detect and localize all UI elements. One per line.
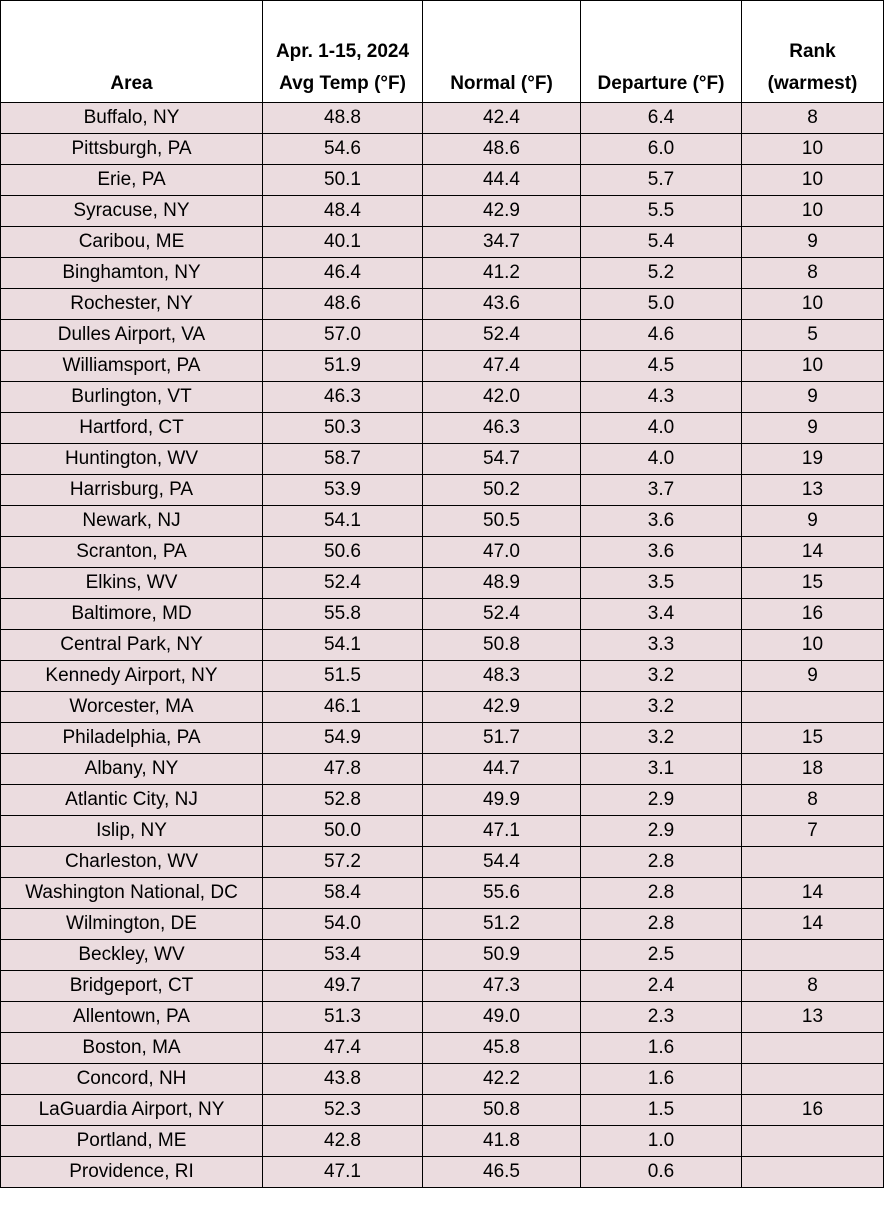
cell-rank: 10 bbox=[742, 630, 884, 661]
cell-departure: 2.5 bbox=[581, 940, 742, 971]
cell-rank bbox=[742, 847, 884, 878]
cell-rank: 8 bbox=[742, 258, 884, 289]
header-area: Area bbox=[1, 1, 263, 103]
cell-rank: 10 bbox=[742, 196, 884, 227]
cell-normal: 50.9 bbox=[423, 940, 581, 971]
cell-normal: 55.6 bbox=[423, 878, 581, 909]
cell-avg: 47.4 bbox=[263, 1033, 423, 1064]
table-body bbox=[1, 103, 884, 1188]
cell-rank: 14 bbox=[742, 878, 884, 909]
cell-area: Central Park, NY bbox=[1, 630, 263, 661]
table-row bbox=[1, 134, 884, 165]
cell-rank: 5 bbox=[742, 320, 884, 351]
table-row bbox=[1, 630, 884, 661]
cell-departure: 3.6 bbox=[581, 506, 742, 537]
cell-normal: 47.0 bbox=[423, 537, 581, 568]
cell-avg: 48.6 bbox=[263, 289, 423, 320]
cell-avg: 46.3 bbox=[263, 382, 423, 413]
cell-normal: 46.3 bbox=[423, 413, 581, 444]
table-row bbox=[1, 816, 884, 847]
table-row bbox=[1, 103, 884, 134]
cell-area: Burlington, VT bbox=[1, 382, 263, 413]
cell-departure: 2.8 bbox=[581, 847, 742, 878]
cell-area: Islip, NY bbox=[1, 816, 263, 847]
table-row bbox=[1, 165, 884, 196]
cell-normal: 42.0 bbox=[423, 382, 581, 413]
cell-normal: 46.5 bbox=[423, 1157, 581, 1188]
cell-departure: 5.5 bbox=[581, 196, 742, 227]
table-row bbox=[1, 971, 884, 1002]
table-row bbox=[1, 754, 884, 785]
cell-normal: 50.8 bbox=[423, 1095, 581, 1126]
cell-avg: 51.9 bbox=[263, 351, 423, 382]
cell-avg: 46.1 bbox=[263, 692, 423, 723]
header-rank-line-1: Rank bbox=[789, 41, 836, 62]
cell-rank: 9 bbox=[742, 227, 884, 258]
cell-rank: 15 bbox=[742, 723, 884, 754]
cell-area: Kennedy Airport, NY bbox=[1, 661, 263, 692]
cell-normal: 41.8 bbox=[423, 1126, 581, 1157]
cell-area: Erie, PA bbox=[1, 165, 263, 196]
cell-normal: 48.9 bbox=[423, 568, 581, 599]
cell-normal: 52.4 bbox=[423, 599, 581, 630]
cell-departure: 2.4 bbox=[581, 971, 742, 1002]
cell-area: LaGuardia Airport, NY bbox=[1, 1095, 263, 1126]
table-row bbox=[1, 599, 884, 630]
cell-normal: 47.1 bbox=[423, 816, 581, 847]
table-row bbox=[1, 320, 884, 351]
cell-departure: 0.6 bbox=[581, 1157, 742, 1188]
cell-normal: 50.8 bbox=[423, 630, 581, 661]
table-row bbox=[1, 289, 884, 320]
cell-area: Baltimore, MD bbox=[1, 599, 263, 630]
cell-normal: 44.4 bbox=[423, 165, 581, 196]
cell-rank: 14 bbox=[742, 537, 884, 568]
cell-rank bbox=[742, 940, 884, 971]
cell-normal: 48.3 bbox=[423, 661, 581, 692]
cell-departure: 6.0 bbox=[581, 134, 742, 165]
cell-normal: 47.3 bbox=[423, 971, 581, 1002]
cell-normal: 50.2 bbox=[423, 475, 581, 506]
table-row bbox=[1, 723, 884, 754]
cell-departure: 4.0 bbox=[581, 413, 742, 444]
cell-area: Providence, RI bbox=[1, 1157, 263, 1188]
cell-normal: 41.2 bbox=[423, 258, 581, 289]
cell-area: Rochester, NY bbox=[1, 289, 263, 320]
table-row bbox=[1, 382, 884, 413]
cell-area: Atlantic City, NJ bbox=[1, 785, 263, 816]
cell-avg: 50.3 bbox=[263, 413, 423, 444]
cell-departure: 3.4 bbox=[581, 599, 742, 630]
header-avg-temp-line-2: Avg Temp (°F) bbox=[279, 73, 406, 94]
table-row bbox=[1, 506, 884, 537]
cell-rank: 14 bbox=[742, 909, 884, 940]
cell-rank: 9 bbox=[742, 661, 884, 692]
cell-rank: 16 bbox=[742, 599, 884, 630]
cell-rank: 19 bbox=[742, 444, 884, 475]
cell-avg: 57.2 bbox=[263, 847, 423, 878]
cell-departure: 5.4 bbox=[581, 227, 742, 258]
cell-avg: 54.0 bbox=[263, 909, 423, 940]
cell-avg: 51.5 bbox=[263, 661, 423, 692]
table-row bbox=[1, 568, 884, 599]
cell-rank: 9 bbox=[742, 506, 884, 537]
cell-normal: 42.4 bbox=[423, 103, 581, 134]
cell-area: Dulles Airport, VA bbox=[1, 320, 263, 351]
cell-departure: 3.3 bbox=[581, 630, 742, 661]
cell-avg: 54.1 bbox=[263, 506, 423, 537]
cell-departure: 3.2 bbox=[581, 692, 742, 723]
cell-departure: 5.7 bbox=[581, 165, 742, 196]
cell-area: Newark, NJ bbox=[1, 506, 263, 537]
cell-avg: 52.4 bbox=[263, 568, 423, 599]
cell-avg: 49.7 bbox=[263, 971, 423, 1002]
table-row bbox=[1, 785, 884, 816]
cell-normal: 52.4 bbox=[423, 320, 581, 351]
cell-avg: 46.4 bbox=[263, 258, 423, 289]
cell-avg: 50.0 bbox=[263, 816, 423, 847]
cell-area: Huntington, WV bbox=[1, 444, 263, 475]
cell-departure: 2.3 bbox=[581, 1002, 742, 1033]
cell-departure: 1.6 bbox=[581, 1033, 742, 1064]
cell-area: Hartford, CT bbox=[1, 413, 263, 444]
cell-avg: 55.8 bbox=[263, 599, 423, 630]
cell-normal: 43.6 bbox=[423, 289, 581, 320]
cell-departure: 1.5 bbox=[581, 1095, 742, 1126]
table-row bbox=[1, 258, 884, 289]
cell-rank: 13 bbox=[742, 1002, 884, 1033]
cell-avg: 53.9 bbox=[263, 475, 423, 506]
cell-area: Scranton, PA bbox=[1, 537, 263, 568]
cell-departure: 4.3 bbox=[581, 382, 742, 413]
table-row bbox=[1, 227, 884, 258]
cell-area: Allentown, PA bbox=[1, 1002, 263, 1033]
cell-normal: 42.9 bbox=[423, 692, 581, 723]
table-row bbox=[1, 692, 884, 723]
cell-avg: 42.8 bbox=[263, 1126, 423, 1157]
cell-normal: 51.2 bbox=[423, 909, 581, 940]
header-avg-temp bbox=[263, 1, 423, 103]
cell-avg: 50.6 bbox=[263, 537, 423, 568]
cell-area: Binghamton, NY bbox=[1, 258, 263, 289]
cell-normal: 48.6 bbox=[423, 134, 581, 165]
table-row bbox=[1, 1002, 884, 1033]
table-row bbox=[1, 1157, 884, 1188]
cell-rank: 8 bbox=[742, 785, 884, 816]
cell-avg: 53.4 bbox=[263, 940, 423, 971]
cell-avg: 47.8 bbox=[263, 754, 423, 785]
table-row bbox=[1, 661, 884, 692]
table-row bbox=[1, 847, 884, 878]
header-avg-temp-line-1: Apr. 1-15, 2024 bbox=[275, 41, 410, 62]
cell-departure: 5.0 bbox=[581, 289, 742, 320]
cell-rank bbox=[742, 1064, 884, 1095]
cell-rank: 13 bbox=[742, 475, 884, 506]
header-normal: Normal (°F) bbox=[423, 1, 581, 103]
cell-avg: 54.1 bbox=[263, 630, 423, 661]
cell-rank: 15 bbox=[742, 568, 884, 599]
cell-departure: 2.9 bbox=[581, 816, 742, 847]
cell-area: Worcester, MA bbox=[1, 692, 263, 723]
cell-departure: 3.1 bbox=[581, 754, 742, 785]
cell-departure: 2.9 bbox=[581, 785, 742, 816]
cell-departure: 6.4 bbox=[581, 103, 742, 134]
cell-rank: 18 bbox=[742, 754, 884, 785]
cell-area: Bridgeport, CT bbox=[1, 971, 263, 1002]
cell-departure: 2.8 bbox=[581, 878, 742, 909]
cell-rank: 10 bbox=[742, 289, 884, 320]
cell-rank: 9 bbox=[742, 382, 884, 413]
cell-departure: 3.5 bbox=[581, 568, 742, 599]
cell-rank: 8 bbox=[742, 103, 884, 134]
cell-normal: 54.7 bbox=[423, 444, 581, 475]
cell-area: Harrisburg, PA bbox=[1, 475, 263, 506]
cell-normal: 49.9 bbox=[423, 785, 581, 816]
cell-normal: 47.4 bbox=[423, 351, 581, 382]
cell-avg: 54.9 bbox=[263, 723, 423, 754]
cell-rank: 7 bbox=[742, 816, 884, 847]
cell-normal: 42.9 bbox=[423, 196, 581, 227]
cell-area: Philadelphia, PA bbox=[1, 723, 263, 754]
cell-avg: 57.0 bbox=[263, 320, 423, 351]
cell-departure: 3.7 bbox=[581, 475, 742, 506]
cell-avg: 58.7 bbox=[263, 444, 423, 475]
cell-rank: 10 bbox=[742, 165, 884, 196]
cell-departure: 3.2 bbox=[581, 723, 742, 754]
cell-rank bbox=[742, 692, 884, 723]
cell-avg: 52.8 bbox=[263, 785, 423, 816]
table-row bbox=[1, 444, 884, 475]
header-rank bbox=[742, 1, 884, 103]
cell-area: Pittsburgh, PA bbox=[1, 134, 263, 165]
cell-avg: 58.4 bbox=[263, 878, 423, 909]
cell-avg: 43.8 bbox=[263, 1064, 423, 1095]
header-departure: Departure (°F) bbox=[581, 1, 742, 103]
table-row bbox=[1, 351, 884, 382]
cell-normal: 34.7 bbox=[423, 227, 581, 258]
cell-avg: 47.1 bbox=[263, 1157, 423, 1188]
cell-departure: 4.0 bbox=[581, 444, 742, 475]
cell-area: Boston, MA bbox=[1, 1033, 263, 1064]
table-row bbox=[1, 1033, 884, 1064]
cell-rank bbox=[742, 1033, 884, 1064]
cell-rank: 9 bbox=[742, 413, 884, 444]
cell-departure: 1.0 bbox=[581, 1126, 742, 1157]
cell-avg: 48.4 bbox=[263, 196, 423, 227]
cell-normal: 50.5 bbox=[423, 506, 581, 537]
cell-departure: 3.2 bbox=[581, 661, 742, 692]
cell-avg: 51.3 bbox=[263, 1002, 423, 1033]
cell-rank bbox=[742, 1126, 884, 1157]
cell-area: Concord, NH bbox=[1, 1064, 263, 1095]
cell-avg: 40.1 bbox=[263, 227, 423, 258]
cell-area: Albany, NY bbox=[1, 754, 263, 785]
cell-area: Wilmington, DE bbox=[1, 909, 263, 940]
cell-normal: 45.8 bbox=[423, 1033, 581, 1064]
cell-departure: 3.6 bbox=[581, 537, 742, 568]
cell-departure: 1.6 bbox=[581, 1064, 742, 1095]
table-row bbox=[1, 413, 884, 444]
table-row bbox=[1, 940, 884, 971]
cell-rank: 10 bbox=[742, 134, 884, 165]
cell-area: Syracuse, NY bbox=[1, 196, 263, 227]
cell-avg: 50.1 bbox=[263, 165, 423, 196]
cell-area: Portland, ME bbox=[1, 1126, 263, 1157]
header-row bbox=[1, 1, 884, 103]
cell-area: Buffalo, NY bbox=[1, 103, 263, 134]
cell-avg: 48.8 bbox=[263, 103, 423, 134]
cell-departure: 2.8 bbox=[581, 909, 742, 940]
cell-area: Charleston, WV bbox=[1, 847, 263, 878]
cell-area: Caribou, ME bbox=[1, 227, 263, 258]
table-row bbox=[1, 1095, 884, 1126]
cell-departure: 4.5 bbox=[581, 351, 742, 382]
cell-rank: 8 bbox=[742, 971, 884, 1002]
cell-area: Beckley, WV bbox=[1, 940, 263, 971]
cell-area: Williamsport, PA bbox=[1, 351, 263, 382]
cell-normal: 54.4 bbox=[423, 847, 581, 878]
cell-area: Elkins, WV bbox=[1, 568, 263, 599]
cell-area: Washington National, DC bbox=[1, 878, 263, 909]
header-rank-line-2: (warmest) bbox=[767, 73, 858, 94]
table-row bbox=[1, 537, 884, 568]
cell-rank: 10 bbox=[742, 351, 884, 382]
table-row bbox=[1, 878, 884, 909]
table-row bbox=[1, 1126, 884, 1157]
table-row bbox=[1, 196, 884, 227]
cell-departure: 4.6 bbox=[581, 320, 742, 351]
cell-normal: 44.7 bbox=[423, 754, 581, 785]
cell-rank bbox=[742, 1157, 884, 1188]
cell-normal: 49.0 bbox=[423, 1002, 581, 1033]
table-row bbox=[1, 909, 884, 940]
cell-avg: 52.3 bbox=[263, 1095, 423, 1126]
cell-normal: 51.7 bbox=[423, 723, 581, 754]
cell-normal: 42.2 bbox=[423, 1064, 581, 1095]
cell-rank: 16 bbox=[742, 1095, 884, 1126]
cell-departure: 5.2 bbox=[581, 258, 742, 289]
cell-avg: 54.6 bbox=[263, 134, 423, 165]
table-row bbox=[1, 475, 884, 506]
table-row bbox=[1, 1064, 884, 1095]
